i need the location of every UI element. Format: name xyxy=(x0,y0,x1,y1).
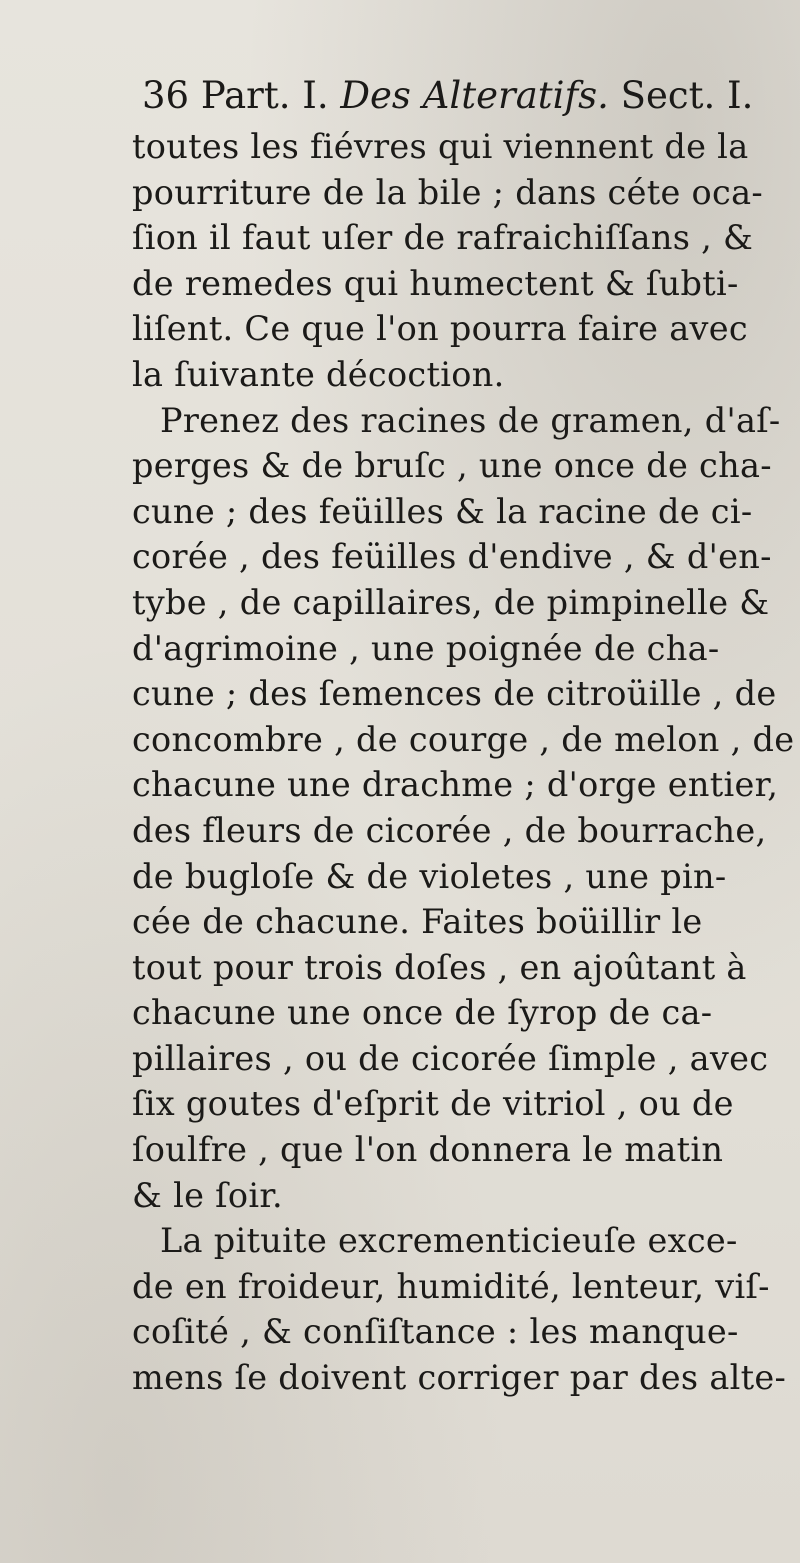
text-line: cée de chacune. Faites boüillir le xyxy=(132,902,703,942)
text-line: & le ſoir. xyxy=(132,1175,283,1215)
text-line: de en froideur, humidité, lenteur, viſ- xyxy=(132,1266,770,1306)
paragraph-start-line: La pituite excrementicieuſe exce- xyxy=(160,1221,738,1261)
text-line: d'agrimoine , une poignée de cha- xyxy=(132,628,720,668)
text-line: des fleurs de cicorée , de bourrache, xyxy=(132,810,767,850)
text-line: corée , des feüilles d'endive , & d'en- xyxy=(132,537,772,577)
text-line: coſité , & conſiſtance : les manque- xyxy=(132,1312,739,1352)
text-line: chacune une drachme ; d'orge entier, xyxy=(132,765,779,805)
text-line: liſent. Ce que l'on pourra faire avec xyxy=(132,309,748,349)
text-line: pourriture de la bile ; dans céte oca- xyxy=(132,172,763,212)
text-line: pillaires , ou de cicorée ſimple , avec xyxy=(132,1038,769,1078)
text-line: cune ; des feüilles & la racine de ci- xyxy=(132,491,753,531)
section-label: Sect. I. xyxy=(620,74,754,117)
text-line: de bugloſe & de violetes , une pin- xyxy=(132,856,727,896)
running-header xyxy=(142,74,753,118)
text-line: ſion il faut uſer de rafraichiſſans , & xyxy=(132,218,754,258)
part-label: Part. I. xyxy=(200,74,329,117)
text-line: la ſuivante décoction. xyxy=(132,354,505,394)
text-line: ſix goutes d'eſprit de vitriol , ou de xyxy=(132,1084,734,1124)
text-line: concombre , de courge , de melon , de xyxy=(132,719,795,759)
chapter-title: Des Alteratifs. xyxy=(340,74,609,117)
text-line: cune ; des ſemences de citroüille , de xyxy=(132,674,777,714)
page-number: 36 xyxy=(142,74,190,117)
body-text xyxy=(132,124,795,1401)
paragraph-start-line: Prenez des racines de gramen, d'aſ- xyxy=(160,400,781,440)
text-line: ſoulfre , que l'on donnera le matin xyxy=(132,1130,724,1170)
text-line: mens ſe doivent corriger par des alte- xyxy=(132,1358,787,1398)
text-line: toutes les fiévres qui viennent de la xyxy=(132,127,749,166)
text-line: tybe , de capillaires, de pimpinelle & xyxy=(132,582,770,622)
text-line: chacune une once de ſyrop de ca- xyxy=(132,993,713,1033)
text-line: tout pour trois doſes , en ajoûtant à xyxy=(132,947,747,987)
text-line: perges & de bruſc , une once de cha- xyxy=(132,446,772,486)
text-line: de remedes qui humectent & ſubti- xyxy=(132,263,739,303)
